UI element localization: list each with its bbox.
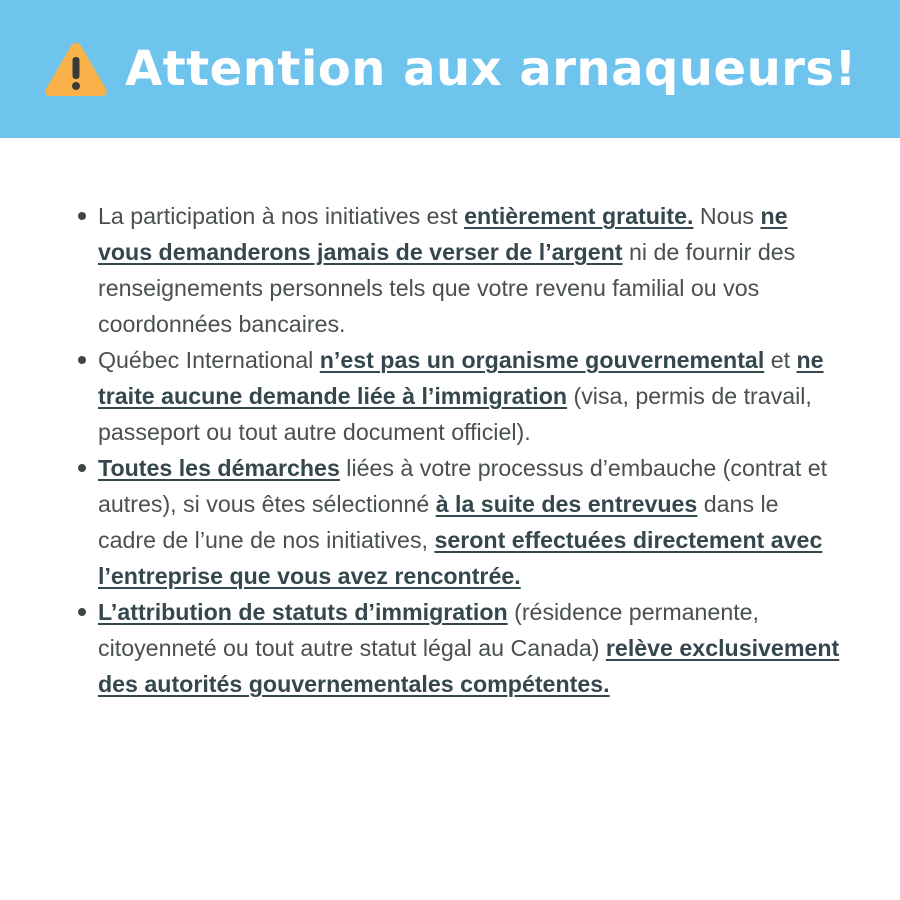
emphasized-text: relève exclusivement des autorités gouvernementales compétentes.	[98, 635, 840, 697]
bullet-icon	[78, 212, 86, 220]
warning-icon	[43, 40, 109, 98]
notice-text: (visa, permis de travail, passeport ou tout autre document officiel).	[98, 383, 812, 445]
notice-text: La participation à nos initiatives est	[98, 203, 465, 229]
bullet-icon	[78, 356, 86, 364]
emphasized-text: à la suite des entrevues	[435, 491, 698, 517]
header-banner	[0, 0, 900, 138]
notice-item	[72, 342, 842, 450]
notice-list	[72, 198, 842, 702]
emphasized-text: entièrement gratuite.	[464, 203, 694, 229]
bullet-icon	[78, 464, 86, 472]
notice-text: Québec International	[98, 347, 320, 373]
emphasized-text: L’attribution de statuts d’immigration	[98, 599, 508, 625]
bullet-icon	[78, 608, 86, 616]
notice-item	[72, 198, 842, 342]
notice-text: ni de fournir des renseignements personnels tels que votre revenu familial ou vos coordonnées bancaires.	[98, 239, 796, 337]
notice-content	[72, 198, 842, 702]
notice-text: liées à votre processus d’embauche (contrat et autres), si vous êtes sélectionné	[98, 455, 828, 517]
notice-text: et	[764, 347, 797, 373]
notice-text: (résidence permanente, citoyenneté ou tout autre statut légal au Canada)	[98, 599, 759, 661]
header-content	[43, 40, 857, 98]
notice-item	[72, 450, 842, 594]
emphasized-text: ne traite aucune demande liée à l’immigration	[98, 347, 824, 409]
page-title: Attention aux arnaqueurs!	[125, 41, 857, 97]
emphasized-text: n’est pas un organisme gouvernemental	[319, 347, 765, 373]
emphasized-text: seront effectuées directement avec l’entreprise que vous avez rencontrée.	[98, 527, 823, 589]
emphasized-text: Toutes les démarches	[98, 455, 340, 481]
notice-text: Nous	[693, 203, 761, 229]
notice-text: dans le cadre de l’une de nos initiatives,	[98, 491, 779, 553]
emphasized-text: ne vous demanderons jamais de verser de l’argent	[98, 203, 788, 265]
notice-item	[72, 594, 842, 702]
